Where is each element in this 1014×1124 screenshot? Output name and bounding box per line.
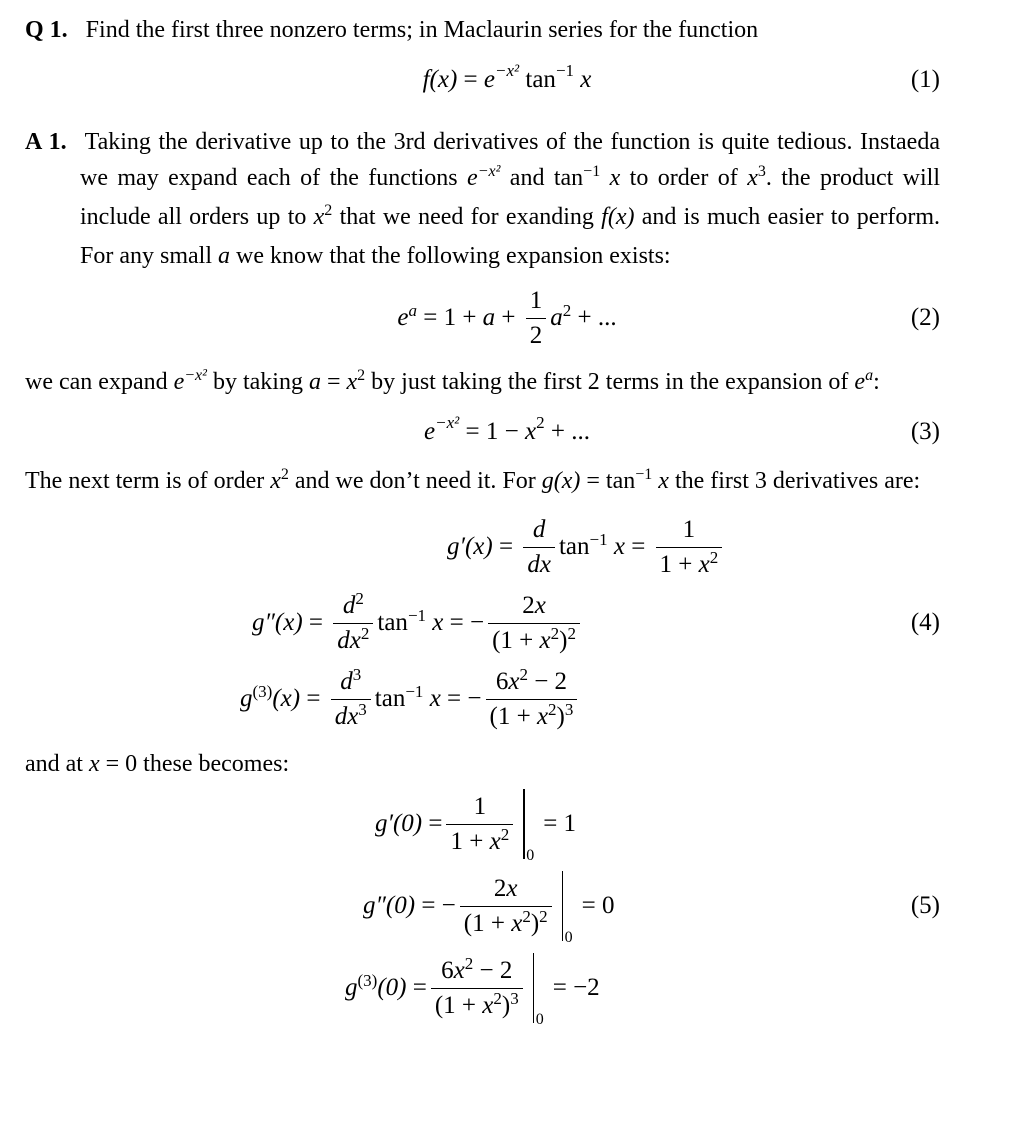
equation-2-right <box>550 301 617 332</box>
text-run: x <box>453 957 465 985</box>
fraction-derivative <box>333 589 373 657</box>
text-run: −x² <box>477 163 501 180</box>
text-run: −1 <box>635 466 653 483</box>
text-run: x <box>88 751 100 777</box>
text-run: 2 <box>709 547 719 567</box>
text-run: ) <box>559 626 568 654</box>
text-run: x <box>506 875 518 903</box>
text-run: x <box>270 468 281 494</box>
denominator <box>331 699 371 733</box>
text-run: tan <box>558 533 590 560</box>
text-run: = − <box>443 609 485 636</box>
lhs <box>240 682 327 713</box>
text-run: ) <box>556 702 565 730</box>
text-run: x <box>489 827 501 855</box>
text-run: −1 <box>407 606 427 625</box>
numerator <box>490 872 522 905</box>
equation-5-number: (5) <box>910 892 940 919</box>
answer-label: A 1. <box>25 129 67 155</box>
text-run: = 0 <box>581 892 615 919</box>
text-run: e <box>424 418 436 445</box>
text-run: f(x) <box>601 204 635 230</box>
text-run: x <box>698 550 710 578</box>
text-run: x <box>580 66 592 93</box>
text-run: x <box>536 702 549 730</box>
denominator <box>656 547 723 581</box>
answer-paragraph-1-text <box>80 129 940 269</box>
answer-paragraph-2 <box>0 364 1014 403</box>
denominator <box>333 623 373 657</box>
equation-5-line-1 <box>0 784 1014 864</box>
middle <box>558 530 652 561</box>
equation-1 <box>0 52 1014 108</box>
text-run: −x² <box>495 61 520 80</box>
equation-1-math <box>422 61 592 94</box>
equation-5-line-2 <box>0 866 1014 946</box>
denominator <box>486 699 578 733</box>
fraction <box>431 954 523 1022</box>
text-run: = −2 <box>552 974 600 1001</box>
text-run: x <box>539 626 551 654</box>
text-run: x <box>511 909 523 937</box>
equation-2-left <box>397 301 522 332</box>
numerator <box>437 954 516 987</box>
text-run: 2 <box>567 623 576 643</box>
text-run: = − <box>415 892 456 919</box>
evaluation-bar <box>560 871 573 946</box>
numerator <box>518 589 550 622</box>
text-run: The next term is of order <box>25 468 271 494</box>
answer-paragraph-3 <box>0 463 1014 502</box>
equation-3-number: (3) <box>910 418 940 445</box>
text-run: d <box>342 592 356 620</box>
text-run: x <box>313 204 325 230</box>
text-run: = <box>624 533 652 560</box>
evaluation-bar <box>521 789 535 864</box>
text-run: 2 <box>548 699 557 719</box>
evaluation-bar <box>531 953 544 1028</box>
text-run: e <box>483 66 496 93</box>
text-run: x <box>613 533 625 560</box>
equation-2 <box>0 278 1014 358</box>
denominator <box>523 547 555 581</box>
text-run: (1 + <box>489 702 537 730</box>
text-run: 2 <box>562 301 572 320</box>
text-run <box>600 165 609 191</box>
text-run: a <box>308 369 321 395</box>
text-run: g <box>240 685 253 712</box>
equation-4-line-3-math <box>240 665 581 733</box>
text-run: g <box>345 974 358 1001</box>
text-run: 2 <box>550 623 560 643</box>
evaluation-subscript: 0 <box>564 929 573 946</box>
text-run: e <box>854 369 866 395</box>
text-run: −1 <box>589 530 608 549</box>
text-run: 1 <box>529 287 543 315</box>
vertical-bar <box>562 871 564 941</box>
text-run: 1 <box>682 516 696 544</box>
text-run: 2 <box>536 413 545 432</box>
text-run: = <box>302 609 330 636</box>
equation-4-line-1-math <box>447 513 726 581</box>
text-run: 2 <box>324 202 333 219</box>
text-run: x <box>658 468 669 494</box>
answer-paragraph-3-text <box>25 468 920 494</box>
text-run: −1 <box>555 61 575 80</box>
text-run: dx <box>334 702 359 730</box>
text-run: x <box>534 592 546 620</box>
equation-2-math <box>397 284 616 352</box>
text-run: dx <box>337 626 361 654</box>
vertical-bar <box>533 953 535 1023</box>
text-run: 2 <box>280 466 289 483</box>
text-run: and we don’t need it. For <box>288 468 542 494</box>
text-run: g′(0) <box>375 810 423 837</box>
answer-paragraph-2-text <box>25 369 880 395</box>
text-run: ) <box>530 909 540 937</box>
fraction-result <box>488 589 580 657</box>
denominator <box>460 906 552 940</box>
text-run: Taking the derivative up to the 3rd derivatives of the function is quite tedious. Instaeda we may expand each of the functions <box>80 129 940 191</box>
text-run: 3 <box>564 699 574 719</box>
text-run: x <box>524 418 537 445</box>
text-run: g(x) <box>541 468 581 494</box>
text-run: that we need for exanding <box>332 204 602 230</box>
numerator <box>492 665 571 698</box>
equation-5-line-1-math <box>375 789 577 864</box>
text-run: 2 <box>357 367 366 384</box>
lhs <box>252 609 329 637</box>
text-run: − 2 <box>527 668 568 696</box>
text-run: 2 <box>355 589 364 609</box>
text-run: −1 <box>405 682 424 701</box>
fraction-result <box>486 665 578 733</box>
evaluation-subscript: 0 <box>526 847 535 864</box>
text-run: 2 <box>522 906 531 926</box>
text-run: Find the first three nonzero terms; in Maclaurin series for the function <box>85 17 759 43</box>
lhs <box>345 971 427 1002</box>
text-run: g″(0) <box>363 892 416 919</box>
text-run: x <box>429 685 441 712</box>
numerator <box>339 589 368 622</box>
text-run: we know that the following expansion exists: <box>230 243 671 269</box>
text-run: d <box>532 516 546 544</box>
numerator <box>526 284 547 317</box>
question-block <box>0 12 1014 108</box>
text-run: = <box>406 974 427 1001</box>
text-run: x <box>432 609 444 636</box>
text-run: a <box>550 304 563 331</box>
answer-paragraph-1 <box>0 124 1014 274</box>
text-run: and at <box>25 751 89 777</box>
text-run: a <box>865 367 874 384</box>
text-run: (1 + <box>492 626 540 654</box>
text-run: = tan <box>580 468 636 494</box>
text-run: a <box>218 243 230 269</box>
denominator <box>431 988 523 1022</box>
text-run: = 0 these becomes: <box>99 751 290 777</box>
text-run: 3 <box>510 988 519 1008</box>
text-run: 3 <box>757 163 766 180</box>
numerator <box>336 665 365 698</box>
text-run: = − <box>440 685 482 712</box>
text-run: 2 <box>493 875 507 903</box>
text-run: −x² <box>184 367 207 384</box>
text-run: = 1 − <box>459 418 525 445</box>
numerator <box>470 790 491 823</box>
text-run: = <box>300 685 327 712</box>
text-run: (3) <box>357 971 378 990</box>
text-run: . the product will include all orders up to <box>80 165 941 230</box>
text-run: = <box>457 66 484 93</box>
fraction <box>460 872 552 940</box>
text-run: f(x) <box>422 66 458 93</box>
text-run: x <box>346 369 358 395</box>
text-run: d <box>340 668 353 696</box>
numerator <box>529 513 550 546</box>
text-run: x <box>482 991 494 1019</box>
lhs <box>363 892 456 920</box>
text-run: tan <box>519 66 556 93</box>
evaluation-subscript: 0 <box>535 1011 544 1028</box>
text-run: 2 <box>519 665 528 685</box>
equation-2-number: (2) <box>910 304 940 331</box>
text-run: 2 <box>539 906 548 926</box>
question-text <box>86 17 758 43</box>
text-run: 1 + <box>450 827 490 855</box>
text-run: tan <box>374 685 406 712</box>
text-run: = 1 + <box>416 304 483 331</box>
answer-paragraph-4-text <box>25 751 289 777</box>
text-run: to order of <box>620 165 748 191</box>
text-run: = <box>422 810 443 837</box>
text-run: by taking <box>206 369 309 395</box>
denominator <box>446 824 513 858</box>
text-run: x <box>747 165 758 191</box>
text-run: (0) <box>377 974 407 1001</box>
equation-5-line-3-math <box>345 953 600 1028</box>
text-run: 1 <box>473 793 487 821</box>
text-run: (3) <box>252 682 273 701</box>
equation-4-line-2-math <box>252 589 584 657</box>
fraction-result <box>656 513 723 581</box>
fraction <box>446 790 513 858</box>
lhs <box>375 810 442 838</box>
text-run: e <box>173 369 185 395</box>
text-run: and tan <box>500 165 584 191</box>
text-run: g″(x) <box>252 609 303 636</box>
text-run: = <box>320 369 347 395</box>
equation-4-number: (4) <box>910 609 940 636</box>
text-run: 3 <box>352 665 362 685</box>
equation-4-line-1 <box>0 510 1014 584</box>
text-run: 3 <box>358 699 367 719</box>
question-label: Q 1. <box>25 17 68 43</box>
text-run: − 2 <box>473 957 513 985</box>
denominator <box>526 318 547 352</box>
equation-1-number: (1) <box>910 66 940 93</box>
text-run: x <box>609 165 621 191</box>
text-run: ) <box>501 991 511 1019</box>
fraction-derivative <box>331 665 371 733</box>
text-run: dx <box>527 550 551 578</box>
text-run: 2 <box>360 623 370 643</box>
equation-5-line-2-math <box>363 871 615 946</box>
equation-4-line-3 <box>0 662 1014 736</box>
answer-block <box>0 124 1014 1028</box>
equation-3 <box>0 407 1014 457</box>
text-run: + <box>495 304 522 331</box>
text-run: (1 + <box>463 909 512 937</box>
text-run: we can expand <box>25 369 174 395</box>
text-run: g′(x) <box>447 533 493 560</box>
fraction-derivative <box>523 513 555 581</box>
text-run: + ... <box>544 418 590 445</box>
fraction-one-half <box>526 284 547 352</box>
middle <box>377 606 485 637</box>
vertical-bar <box>523 789 525 859</box>
text-run: tan <box>377 609 408 636</box>
text-run: = <box>492 533 520 560</box>
numerator <box>679 513 700 546</box>
equation-5-line-3 <box>0 948 1014 1028</box>
text-run: 2 <box>529 321 543 349</box>
text-run: e <box>397 304 409 331</box>
text-run: (1 + <box>434 991 483 1019</box>
text-run: a <box>482 304 496 331</box>
text-run: 2 <box>464 954 474 974</box>
question-paragraph <box>0 12 1014 48</box>
text-run: −x² <box>435 413 460 432</box>
lhs <box>447 533 519 561</box>
equation-4-line-2 <box>0 586 1014 660</box>
text-run: the first 3 derivatives are: <box>668 468 921 494</box>
text-run: + ... <box>571 304 617 331</box>
text-run: 6 <box>495 668 509 696</box>
text-run: 2 <box>500 824 510 844</box>
text-run: and is much easier to perform. For any small <box>80 204 941 269</box>
middle <box>374 682 482 713</box>
text-run: e <box>467 165 478 191</box>
answer-paragraph-4 <box>0 746 1014 782</box>
text-run: a <box>408 301 417 320</box>
text-run: = 1 <box>543 810 577 837</box>
text-run: x <box>508 668 520 696</box>
text-run: 2 <box>522 592 535 620</box>
text-run: 2 <box>493 988 502 1008</box>
text-run: −1 <box>583 163 601 180</box>
equation-3-math <box>424 413 590 446</box>
text-run: (x) <box>272 685 301 712</box>
text-run: 1 + <box>659 550 699 578</box>
denominator <box>488 623 580 657</box>
text-run: by just taking the first 2 terms in the expansion of <box>365 369 855 395</box>
text-run: 6 <box>441 957 454 985</box>
text-run: : <box>873 369 880 395</box>
